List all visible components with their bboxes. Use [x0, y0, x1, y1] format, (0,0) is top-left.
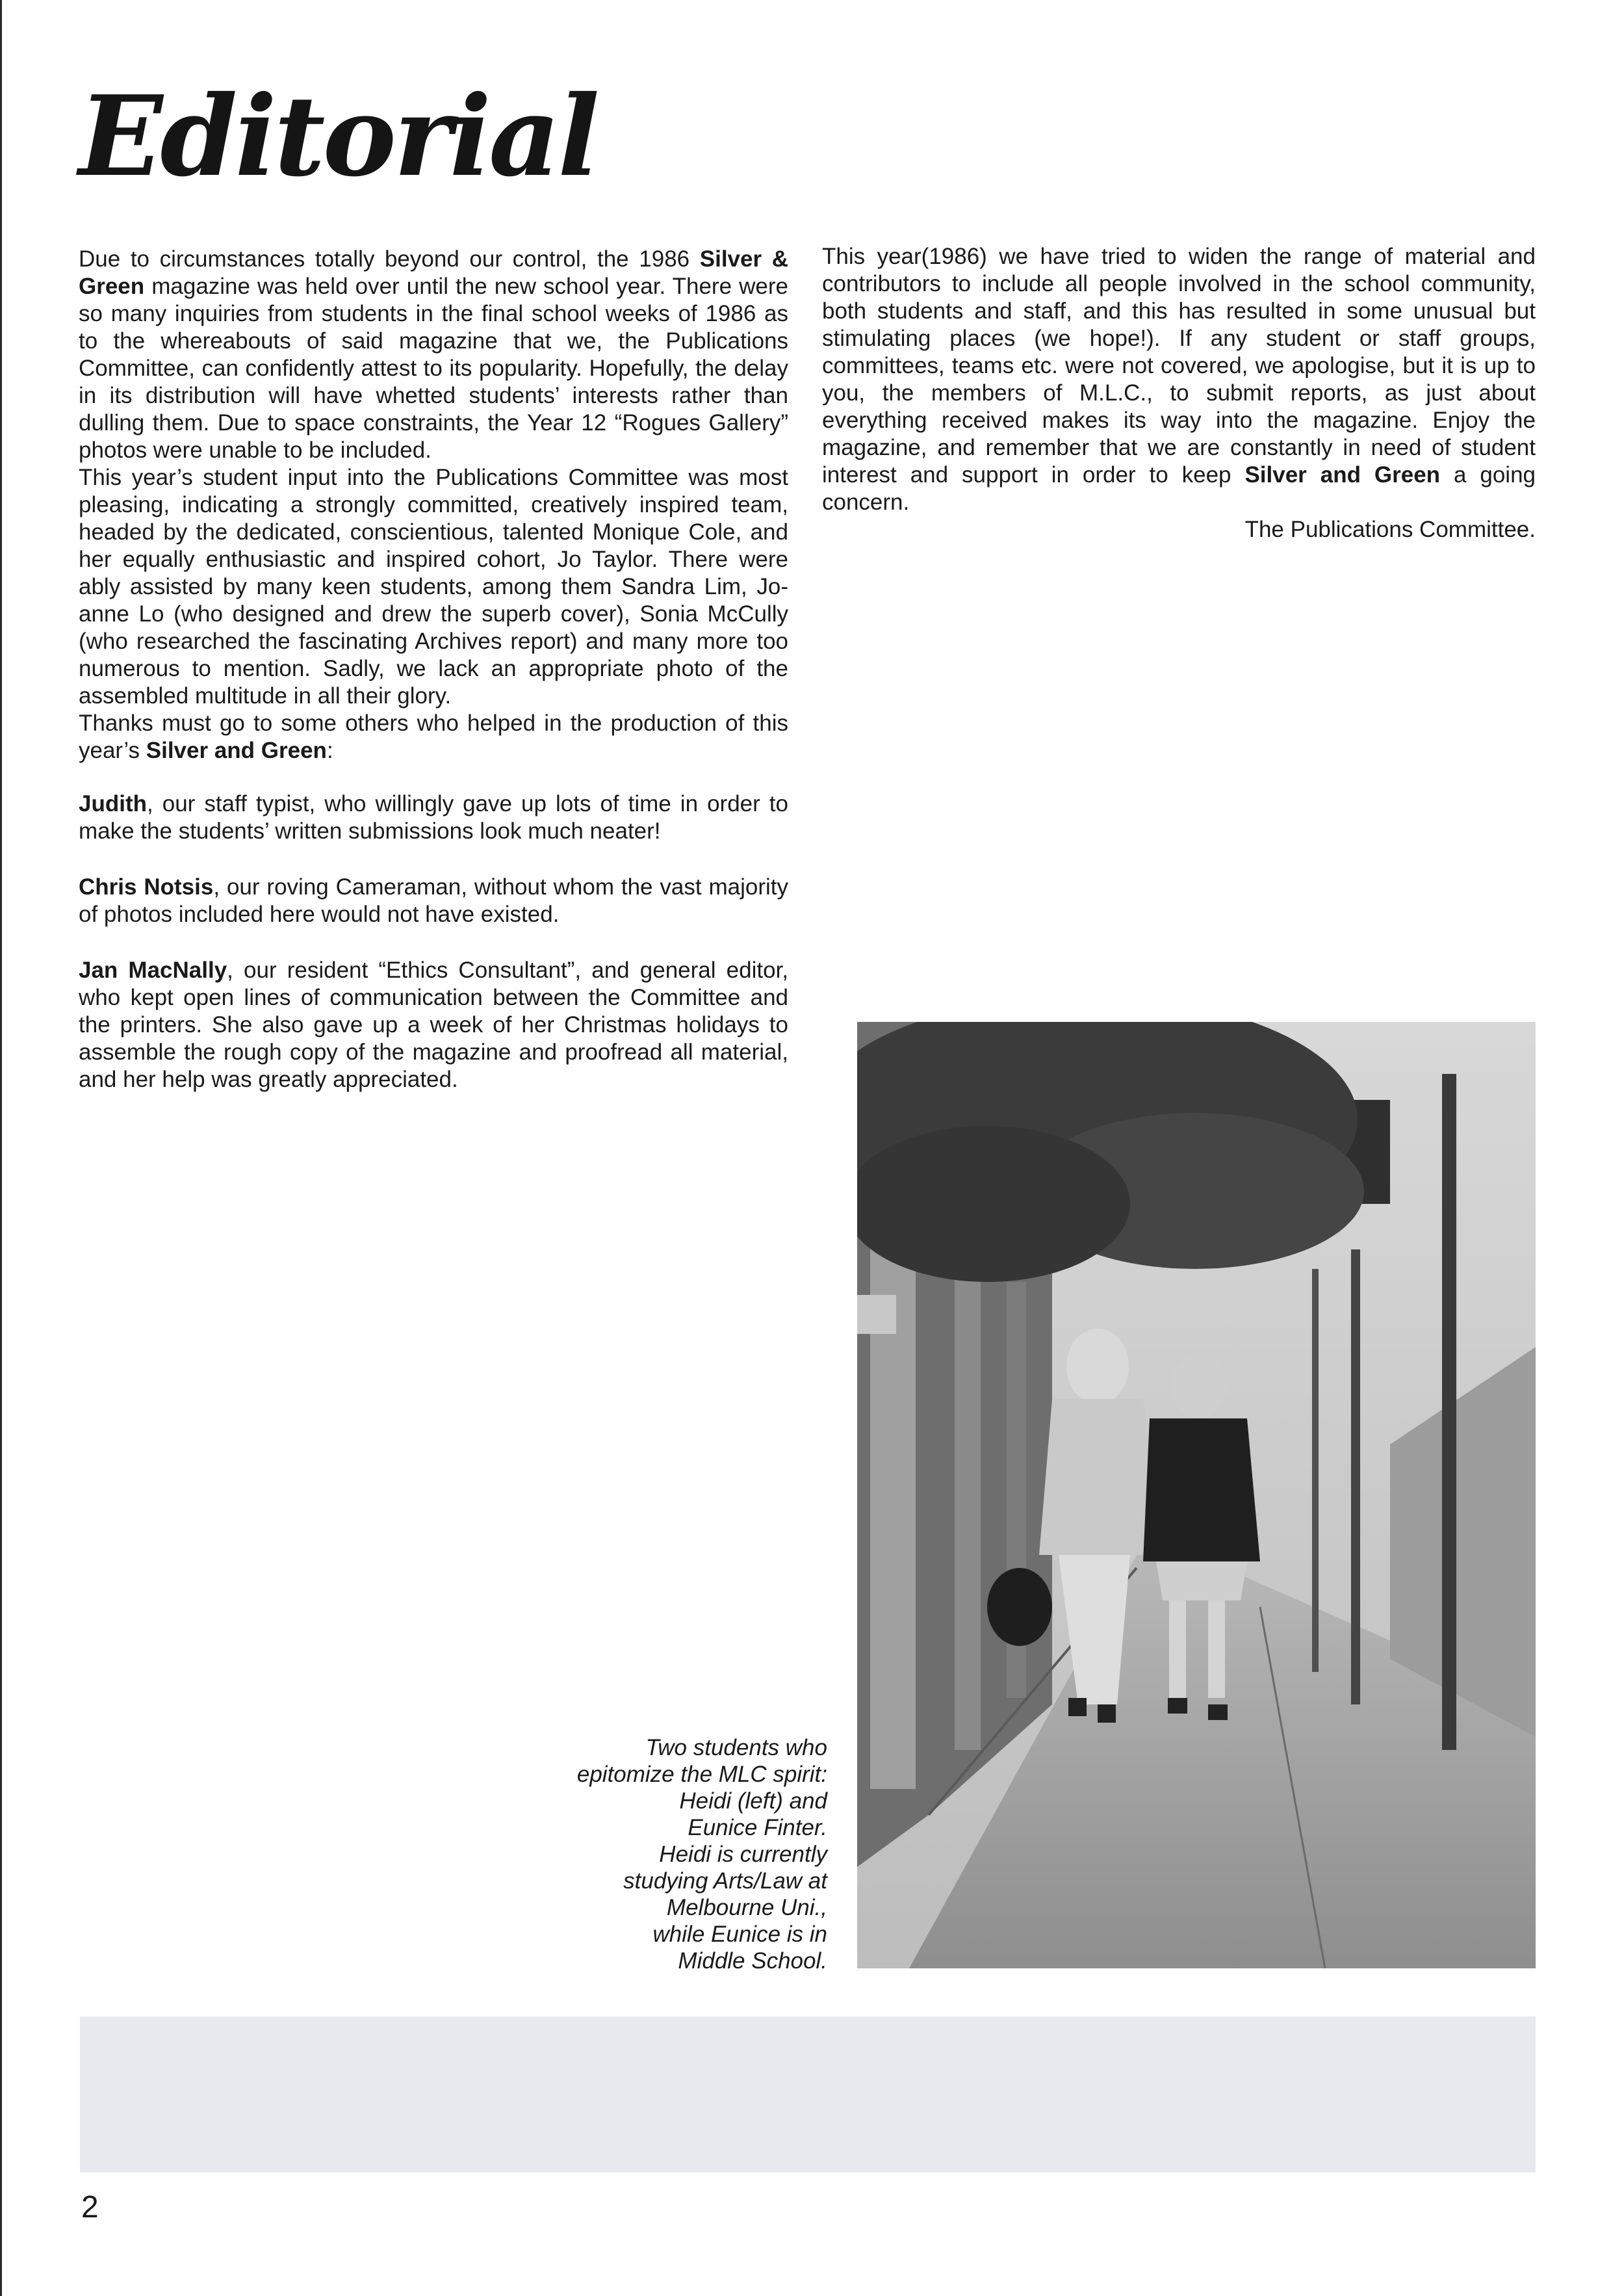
bold-run: Silver and Green [146, 738, 327, 763]
text-run: a going concern. [822, 462, 1536, 515]
bold-run: Silver & Green [79, 246, 788, 299]
students-photo [857, 1022, 1536, 1968]
right-column [822, 243, 1536, 543]
paragraph-judith [79, 790, 788, 845]
text-run: , our staff typist, who willingly gave up lots of time in order to make the students’ written submissions look much neater! [79, 791, 788, 844]
paragraph-this-year [822, 243, 1536, 516]
text-run: , our resident “Ethics Consultant”, and general editor, who kept open lines of communication between the Committee and the printers. She also gave up a week of her Christmas holidays to assemble the rough copy of the magazine and proofread all material, and her help was greatly appreciated. [79, 958, 788, 1092]
text-run: Thanks must go to some others who helped in the production of this year’s [79, 711, 788, 763]
signoff: The Publications Committee. [1244, 517, 1536, 542]
text-run: , our roving Cameraman, without whom the vast majority of photos included here would not have existed. [79, 874, 789, 927]
text-run: : [326, 738, 333, 763]
paragraph-jan-macnally [79, 957, 788, 1093]
caption-line: Melbourne Uni., [666, 1895, 827, 1920]
footer-band [80, 2016, 1536, 2172]
caption-line: Two students who [645, 1735, 827, 1760]
bold-run: Silver and Green [1244, 462, 1441, 488]
photo-illustration [857, 1022, 1536, 1968]
photo-caption [483, 1734, 827, 1974]
paragraph-intro [79, 246, 788, 464]
paragraph-thanks [79, 710, 788, 764]
page-number: 2 [81, 2190, 99, 2224]
caption-line: Heidi is currently [659, 1842, 827, 1867]
caption-line: Middle School. [678, 1948, 827, 1974]
paragraph-student-input: This year’s student input into the Publications Committee was most pleasing, indicating a strongly committed, creatively inspired team, headed by the dedicated, conscientious, talented Monique Cole, and her equally enthusiastic and inspired cohort, Jo Taylor. There were ably assisted by many keen students, among them Sandra Lim, Jo-anne Lo (who designed and drew the superb cover), Sonia McCully (who researched the fascinating Archives report) and many more too numerous to mention. Sadly, we lack an appropriate photo of the assembled multitude in all their glory. [79, 465, 788, 709]
text-run: Due to circumstances totally beyond our control, the 1986 [79, 246, 700, 272]
page-title: Editorial [79, 72, 597, 202]
text-run: This year(1986) we have tried to widen the range of material and contributors to include all people involved in the school community, both students and staff, and this has resulted in some unusual but stimulating places (we hope!). If any student or staff groups, committees, teams etc. were not covered, we apologise, but it is up to you, the members of M.L.C., to submit reports, as just about everything received makes its way into the magazine. Enjoy the magazine, and remember that we are constantly in need of student interest and support in order to keep [822, 244, 1536, 488]
spacer [79, 928, 788, 957]
left-column [79, 246, 788, 1093]
bold-run: Jan MacNally [79, 958, 227, 983]
caption-line: while Eunice is in [652, 1922, 827, 1947]
caption-line: Heidi (left) and [679, 1788, 827, 1814]
caption-line: Eunice Finter. [688, 1815, 827, 1840]
caption-line: epitomize the MLC spirit: [576, 1762, 827, 1787]
bold-run: Chris Notsis [79, 874, 214, 900]
paragraph-chris-notsis [79, 874, 788, 928]
spacer [79, 764, 788, 790]
text-run: magazine was held over until the new school year. There were so many inquiries from students in the final school weeks of 1986 as to the whereabouts of said magazine that we, the Publications Committee, can confidently attest to its popularity. Hopefully, the delay in its distribution will have whetted students’ interests rather than dulling them. Due to space constraints, the Year 12 “Rogues Gallery” photos were unable to be included. [79, 274, 788, 463]
bold-run: Judith [79, 791, 147, 816]
spacer [79, 845, 788, 874]
caption-line: studying Arts/Law at [623, 1868, 827, 1894]
